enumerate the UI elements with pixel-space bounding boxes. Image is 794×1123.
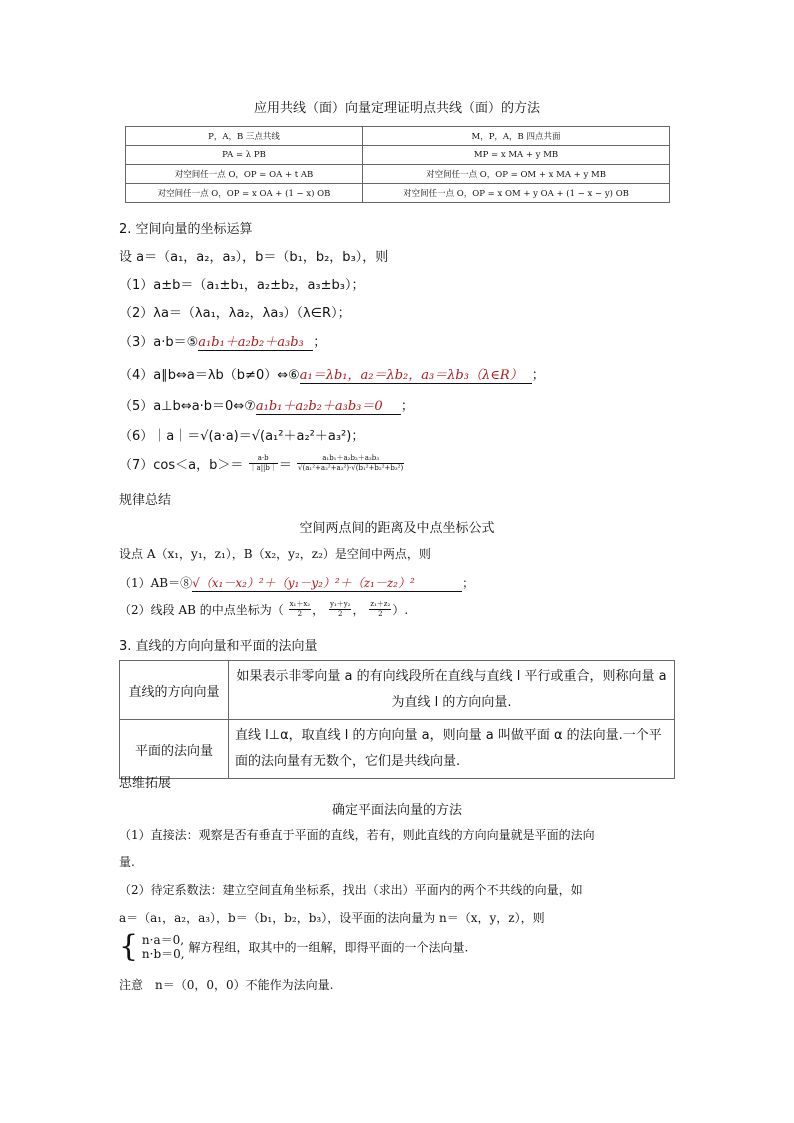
formula-text: （1）a±b＝（a₁±b₁，a₂±b₂，a₃±b₃）； <box>119 278 365 293</box>
formula-text: （2）线段 AB 的中点坐标为（ <box>119 603 284 617</box>
summary-title: 空间两点间的距离及中点坐标公式 <box>299 521 495 536</box>
summary-intro: 设点 A（x₁，y₁，z₁），B（x₂，y₂，z₂）是空间中两点，则 <box>119 547 431 561</box>
table-header-cell: 直线的方向向量 <box>120 661 229 720</box>
table-header-cell: P，A，B 三点共线 <box>126 127 363 146</box>
formula-line <box>119 302 351 321</box>
answer-blank: √（x₁－x₂）²＋（y₁－y₂）²＋（z₁－z₂）² <box>192 574 462 592</box>
formula-line <box>119 331 326 351</box>
answer-blank: a₁＝λb₁，a₂＝λb₂，a₃＝λb₃（λ∈R） <box>300 364 532 384</box>
fraction-numerator: a₁b₁＋a₂b₂＋a₃b₃ <box>297 454 404 464</box>
formula-text: （6）｜a｜＝√(a·a)＝√(a₁²＋a₂²＋a₃²)； <box>119 429 365 444</box>
formula-line <box>119 395 414 415</box>
table-row <box>126 146 670 165</box>
formula-line <box>119 274 364 293</box>
paragraph-line: 量. <box>119 855 135 869</box>
brace: { <box>119 929 139 964</box>
formula-line <box>119 425 364 444</box>
table-cell: 对空间任一点 O，OP = x OM + y OA + (1 − x − y) OB <box>363 184 670 203</box>
formula-line <box>119 454 405 473</box>
table-header-row <box>126 127 670 146</box>
formula-text: （3）a·b＝⑤ <box>119 335 199 350</box>
collinear-coplanar-table <box>125 126 670 203</box>
fraction <box>329 600 352 619</box>
extension-title: 确定平面法向量的方法 <box>331 803 462 818</box>
separator: ， <box>352 603 365 617</box>
table-header-cell: 平面的法向量 <box>120 720 229 779</box>
formula-text: （7）cos＜a，b＞＝ <box>119 458 244 473</box>
fraction-numerator: a·b <box>249 454 278 464</box>
section-heading: 2. 空间向量的坐标运算 <box>119 222 253 237</box>
fraction-numerator: z₁＋z₂ <box>370 600 391 608</box>
fraction <box>369 600 391 619</box>
formula-line <box>119 600 408 619</box>
table-cell: PA = λ PB <box>126 146 363 165</box>
table-cell: 如果表示非零向量 a 的有向线段所在直线与直线 l 平行或重合，则称向量 a 为直线 l 的方向向量. <box>229 661 675 720</box>
formula-text: （5）a⊥b⇔a·b＝0⇔⑦ <box>119 399 256 414</box>
formula-text: （2）λa＝（λa₁，λa₂，λa₃）（λ∈R）； <box>119 306 351 321</box>
system-lines <box>142 933 185 961</box>
fraction <box>297 454 404 473</box>
table-row <box>126 165 670 184</box>
formula-text: ； <box>531 368 545 383</box>
table-row <box>120 661 675 720</box>
fraction-denominator: 2 <box>297 610 303 618</box>
note-line: 注意 n＝（0，0，0）不能作为法向量. <box>119 978 334 992</box>
summary-label: 规律总结 <box>119 493 172 508</box>
fraction-denominator: √(a₁²+a₂²+a₃²)·√(b₁²+b₂²+b₃²) <box>298 464 404 472</box>
paragraph-line: a＝（a₁，a₂，a₃），b＝（b₁，b₂，b₃），设平面的法向量为 n＝（x，y，z），则 <box>119 911 545 925</box>
separator: ， <box>312 603 325 617</box>
table-cell: 对空间任一点 O，OP = OA + t AB <box>126 165 363 184</box>
answer-blank: a₁b₁＋a₂b₂＋a₃b₃ <box>198 331 313 351</box>
fraction <box>289 600 312 619</box>
formula-line <box>119 364 545 384</box>
fraction-denominator: ｜a||b｜ <box>249 464 277 472</box>
page-title: 应用共线（面）向量定理证明点共线（面）的方法 <box>253 101 540 116</box>
fraction-numerator: x₁＋x₂ <box>289 600 311 608</box>
fraction-numerator: y₁＋y₂ <box>329 600 351 608</box>
table-header-cell: M，P，A，B 四点共面 <box>363 127 670 146</box>
table-cell: MP = x MA + y MB <box>363 146 670 165</box>
formula-text: ）. <box>392 603 409 617</box>
table-cell: 直线 l⊥α，取直线 l 的方向向量 a，则向量 a 叫做平面 α 的法向量.一个平面的法向量有无数个，它们是共线向量. <box>229 720 675 779</box>
coordinate-intro: 设 a＝（a₁，a₂，a₃），b＝（b₁，b₂，b₃），则 <box>119 250 389 265</box>
system-line: n·a＝0, <box>141 933 185 947</box>
formula-text: ＝ <box>278 458 292 473</box>
formula-text: （4）a∥b⇔a＝λb（b≠0）⇔⑥ <box>119 368 300 383</box>
fraction <box>249 454 278 473</box>
formula-text: ； <box>400 399 414 414</box>
section-heading: 3. 直线的方向向量和平面的法向量 <box>119 639 318 654</box>
table-cell: 对空间任一点 O，OP = x OA + (1 − x) OB <box>126 184 363 203</box>
answer-blank: a₁b₁＋a₂b₂＋a₃b₃＝0 <box>256 395 401 415</box>
equation-system <box>119 929 469 964</box>
formula-text: ； <box>313 335 327 350</box>
table-row <box>120 720 675 779</box>
paragraph-line: 解方程组，取其中的一组解，即得平面的一个法向量. <box>188 940 469 955</box>
fraction-denominator: 2 <box>337 610 343 618</box>
system-line: n·b＝0, <box>141 947 185 961</box>
table-row <box>126 184 670 203</box>
table-cell: 对空间任一点 O，OP = OM + x MA + y MB <box>363 165 670 184</box>
formula-text: （1）AB＝⑧ <box>119 576 193 590</box>
paragraph-line: （2）待定系数法：建立空间直角坐标系，找出（求出）平面内的两个不共线的向量，如 <box>119 883 583 897</box>
paragraph-line: （1）直接法：观察是否有垂直于平面的直线，若有，则此直线的方向向量就是平面的法向 <box>119 828 595 842</box>
fraction-denominator: 2 <box>378 610 383 618</box>
formula-line <box>119 574 474 592</box>
extension-label: 思维拓展 <box>119 776 172 791</box>
formula-text: ； <box>462 576 475 590</box>
vector-definition-table <box>119 660 675 779</box>
